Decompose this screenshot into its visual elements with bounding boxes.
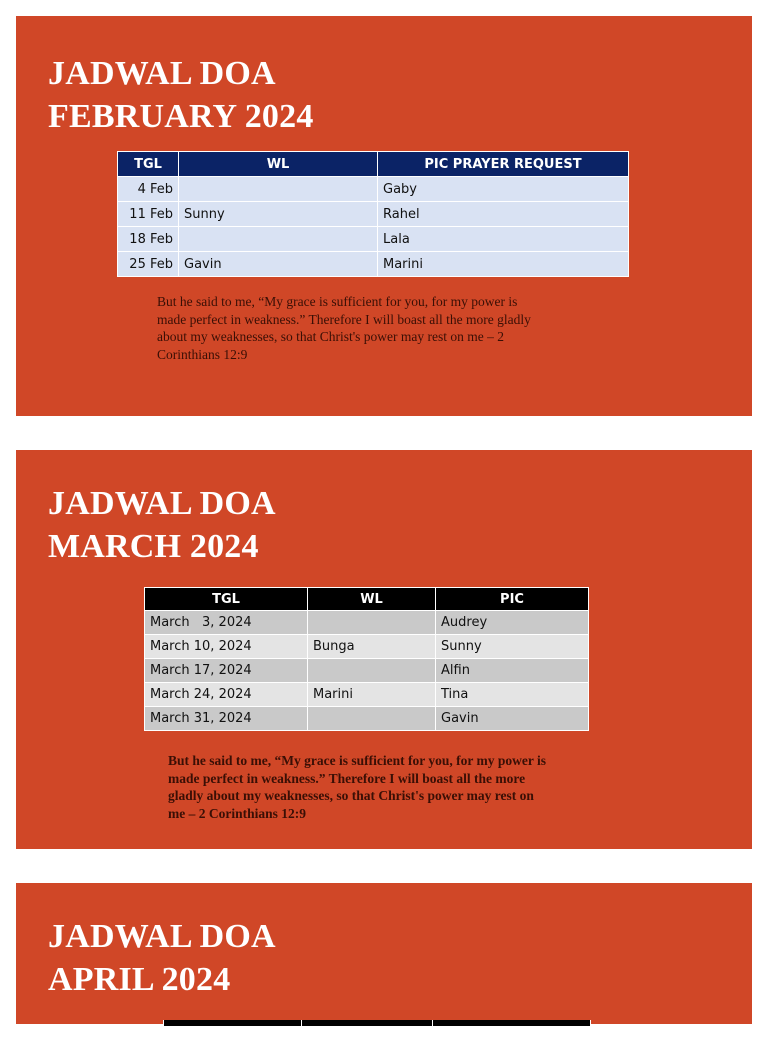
cell-wl: [179, 227, 378, 252]
title-line-1: JADWAL DOA: [48, 918, 276, 955]
cell-wl: [308, 659, 436, 683]
header-wl: WL: [179, 152, 378, 177]
slide-april: [16, 883, 752, 1024]
slide-title: [48, 52, 314, 138]
table-row: [145, 683, 589, 707]
table-header-row: [145, 588, 589, 611]
cell-wl: [308, 611, 436, 635]
slide-title: [48, 482, 276, 568]
slide-title: [48, 915, 276, 1001]
cell-tgl: March 17, 2024: [145, 659, 308, 683]
table-row: [118, 202, 629, 227]
cell-pic: Alfin: [436, 659, 589, 683]
header-tgl: TGL: [118, 152, 179, 177]
cell-pic: Marini: [378, 252, 629, 277]
cell-tgl: 25 Feb: [118, 252, 179, 277]
title-line-2: FEBRUARY 2024: [48, 98, 314, 135]
table-row: [145, 635, 589, 659]
header-pic: PIC PRAYER REQUEST: [378, 152, 629, 177]
cell-wl: Sunny: [179, 202, 378, 227]
table-row: [118, 252, 629, 277]
cell-pic: Lala: [378, 227, 629, 252]
header-wl: WL: [308, 588, 436, 611]
bible-verse: But he said to me, “My grace is sufficient for you, for my power is made perfect in weakness.” Therefore I will boast all the more gladly about my weaknesses, so that Christ's power may rest on me – 2 Corinthians 12:9: [157, 294, 531, 362]
table-row: [145, 707, 589, 731]
cell-wl: Marini: [308, 683, 436, 707]
cell-pic: Gavin: [436, 707, 589, 731]
cell-wl: [179, 177, 378, 202]
header-pic: PIC: [436, 588, 589, 611]
slide-february: [16, 16, 752, 416]
cell-tgl: March 3, 2024: [145, 611, 308, 635]
bible-verse: But he said to me, “My grace is sufficient for you, for my power is made perfect in weakness.” Therefore I will boast all the more gladly about my weaknesses, so that Christ's power may rest on me – 2 Corinthians 12:9: [168, 753, 546, 821]
table-row: [118, 227, 629, 252]
cell-pic: Gaby: [378, 177, 629, 202]
cell-tgl: 18 Feb: [118, 227, 179, 252]
schedule-table: [117, 151, 629, 277]
cell-wl: Gavin: [179, 252, 378, 277]
schedule-table-header: [163, 1020, 591, 1026]
cell-tgl: 11 Feb: [118, 202, 179, 227]
cell-tgl: March 10, 2024: [145, 635, 308, 659]
schedule-table: [144, 587, 589, 731]
title-line-1: JADWAL DOA: [48, 485, 276, 522]
cell-tgl: March 31, 2024: [145, 707, 308, 731]
table-row: [145, 611, 589, 635]
table-row: [118, 177, 629, 202]
title-line-1: JADWAL DOA: [48, 55, 276, 92]
cell-wl: Bunga: [308, 635, 436, 659]
cell-wl: [308, 707, 436, 731]
cell-pic: Sunny: [436, 635, 589, 659]
title-line-2: APRIL 2024: [48, 961, 231, 998]
cell-tgl: 4 Feb: [118, 177, 179, 202]
slide-march: [16, 450, 752, 849]
cell-pic: Rahel: [378, 202, 629, 227]
table-header-row: [118, 152, 629, 177]
cell-pic: Audrey: [436, 611, 589, 635]
table-row: [145, 659, 589, 683]
column-divider: [301, 1020, 302, 1040]
header-tgl: TGL: [145, 588, 308, 611]
column-divider: [432, 1020, 433, 1040]
cell-tgl: March 24, 2024: [145, 683, 308, 707]
title-line-2: MARCH 2024: [48, 528, 259, 565]
cell-pic: Tina: [436, 683, 589, 707]
